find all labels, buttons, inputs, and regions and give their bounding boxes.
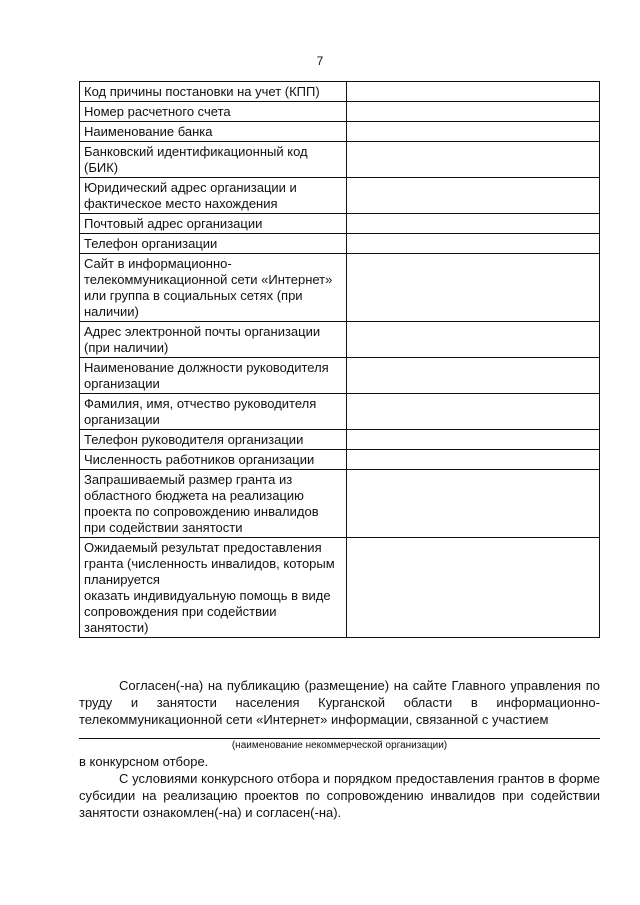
form-row-value-field[interactable] [347,178,600,214]
form-row [80,142,600,178]
form-row-label: Почтовый адрес организации [80,214,347,234]
selection-participation-text: в конкурсном отборе. [79,754,209,769]
form-row [80,122,600,142]
form-row-value-field[interactable] [347,358,600,394]
form-row-label: Наименование должности руководителя организации [80,358,347,394]
form-table-body [80,82,600,638]
form-row [80,470,600,538]
form-row [80,234,600,254]
conditions-agreement-text: С условиями конкурсного отбора и порядком предоставления грантов в форме субсидии на реализацию проектов по сопровождению инвалидов при содействии занятости ознакомлен(-на) и согласен(-на). [79,771,600,820]
form-row-value-field[interactable] [347,122,600,142]
form-row-value-field[interactable] [347,254,600,322]
form-row [80,538,600,638]
form-row [80,178,600,214]
form-row [80,358,600,394]
form-row-label: Численность работников организации [80,450,347,470]
form-row-label: Адрес электронной почты организации (при наличии) [80,322,347,358]
form-row-label: Банковский идентификационный код (БИК) [80,142,347,178]
form-row [80,430,600,450]
org-name-line [79,738,600,739]
publication-consent-text: Согласен(-на) на публикацию (размещение) на сайте Главного управления по труду и занятости населения Курганской области в информационно-телекоммуникационной сети «Интернет» информации, связанной с участием [79,678,600,727]
form-row-label: Наименование банка [80,122,347,142]
form-row-value-field[interactable] [347,394,600,430]
form-row-label: Номер расчетного счета [80,102,347,122]
form-row-value-field[interactable] [347,102,600,122]
form-row-value-field[interactable] [347,214,600,234]
form-row [80,322,600,358]
page-number: 7 [316,54,324,68]
form-row-label: Сайт в информационно-телекоммуникационной сети «Интернет» или группа в социальных сетях (при наличии) [80,254,347,322]
form-row-value-field[interactable] [347,142,600,178]
application-form-table [79,81,600,638]
form-row-value-field[interactable] [347,450,600,470]
form-row-value-field[interactable] [347,430,600,450]
form-row-value-field[interactable] [347,538,600,638]
form-row-value-field[interactable] [347,322,600,358]
form-row [80,394,600,430]
form-row [80,102,600,122]
form-row-label: Запрашиваемый размер гранта из областного бюджета на реализацию проекта по сопровождению инвалидов при содействии занятости [80,470,347,538]
form-row-label: Код причины постановки на учет (КПП) [80,82,347,102]
org-name-caption: (наименование некоммерческой организации) [231,740,448,751]
form-row-label: Телефон организации [80,234,347,254]
form-row [80,82,600,102]
form-row-label: Фамилия, имя, отчество руководителя организации [80,394,347,430]
form-row-value-field[interactable] [347,470,600,538]
form-row [80,450,600,470]
form-row-label: Юридический адрес организации и фактическое место нахождения [80,178,347,214]
form-row-label: Телефон руководителя организации [80,430,347,450]
form-row [80,214,600,234]
form-row-value-field[interactable] [347,82,600,102]
form-row-label: Ожидаемый результат предоставления гранта (численность инвалидов, которым планируется оказать индивидуальную помощь в виде сопровождения при содействии занятости) [80,538,347,638]
form-row-value-field[interactable] [347,234,600,254]
form-row [80,254,600,322]
